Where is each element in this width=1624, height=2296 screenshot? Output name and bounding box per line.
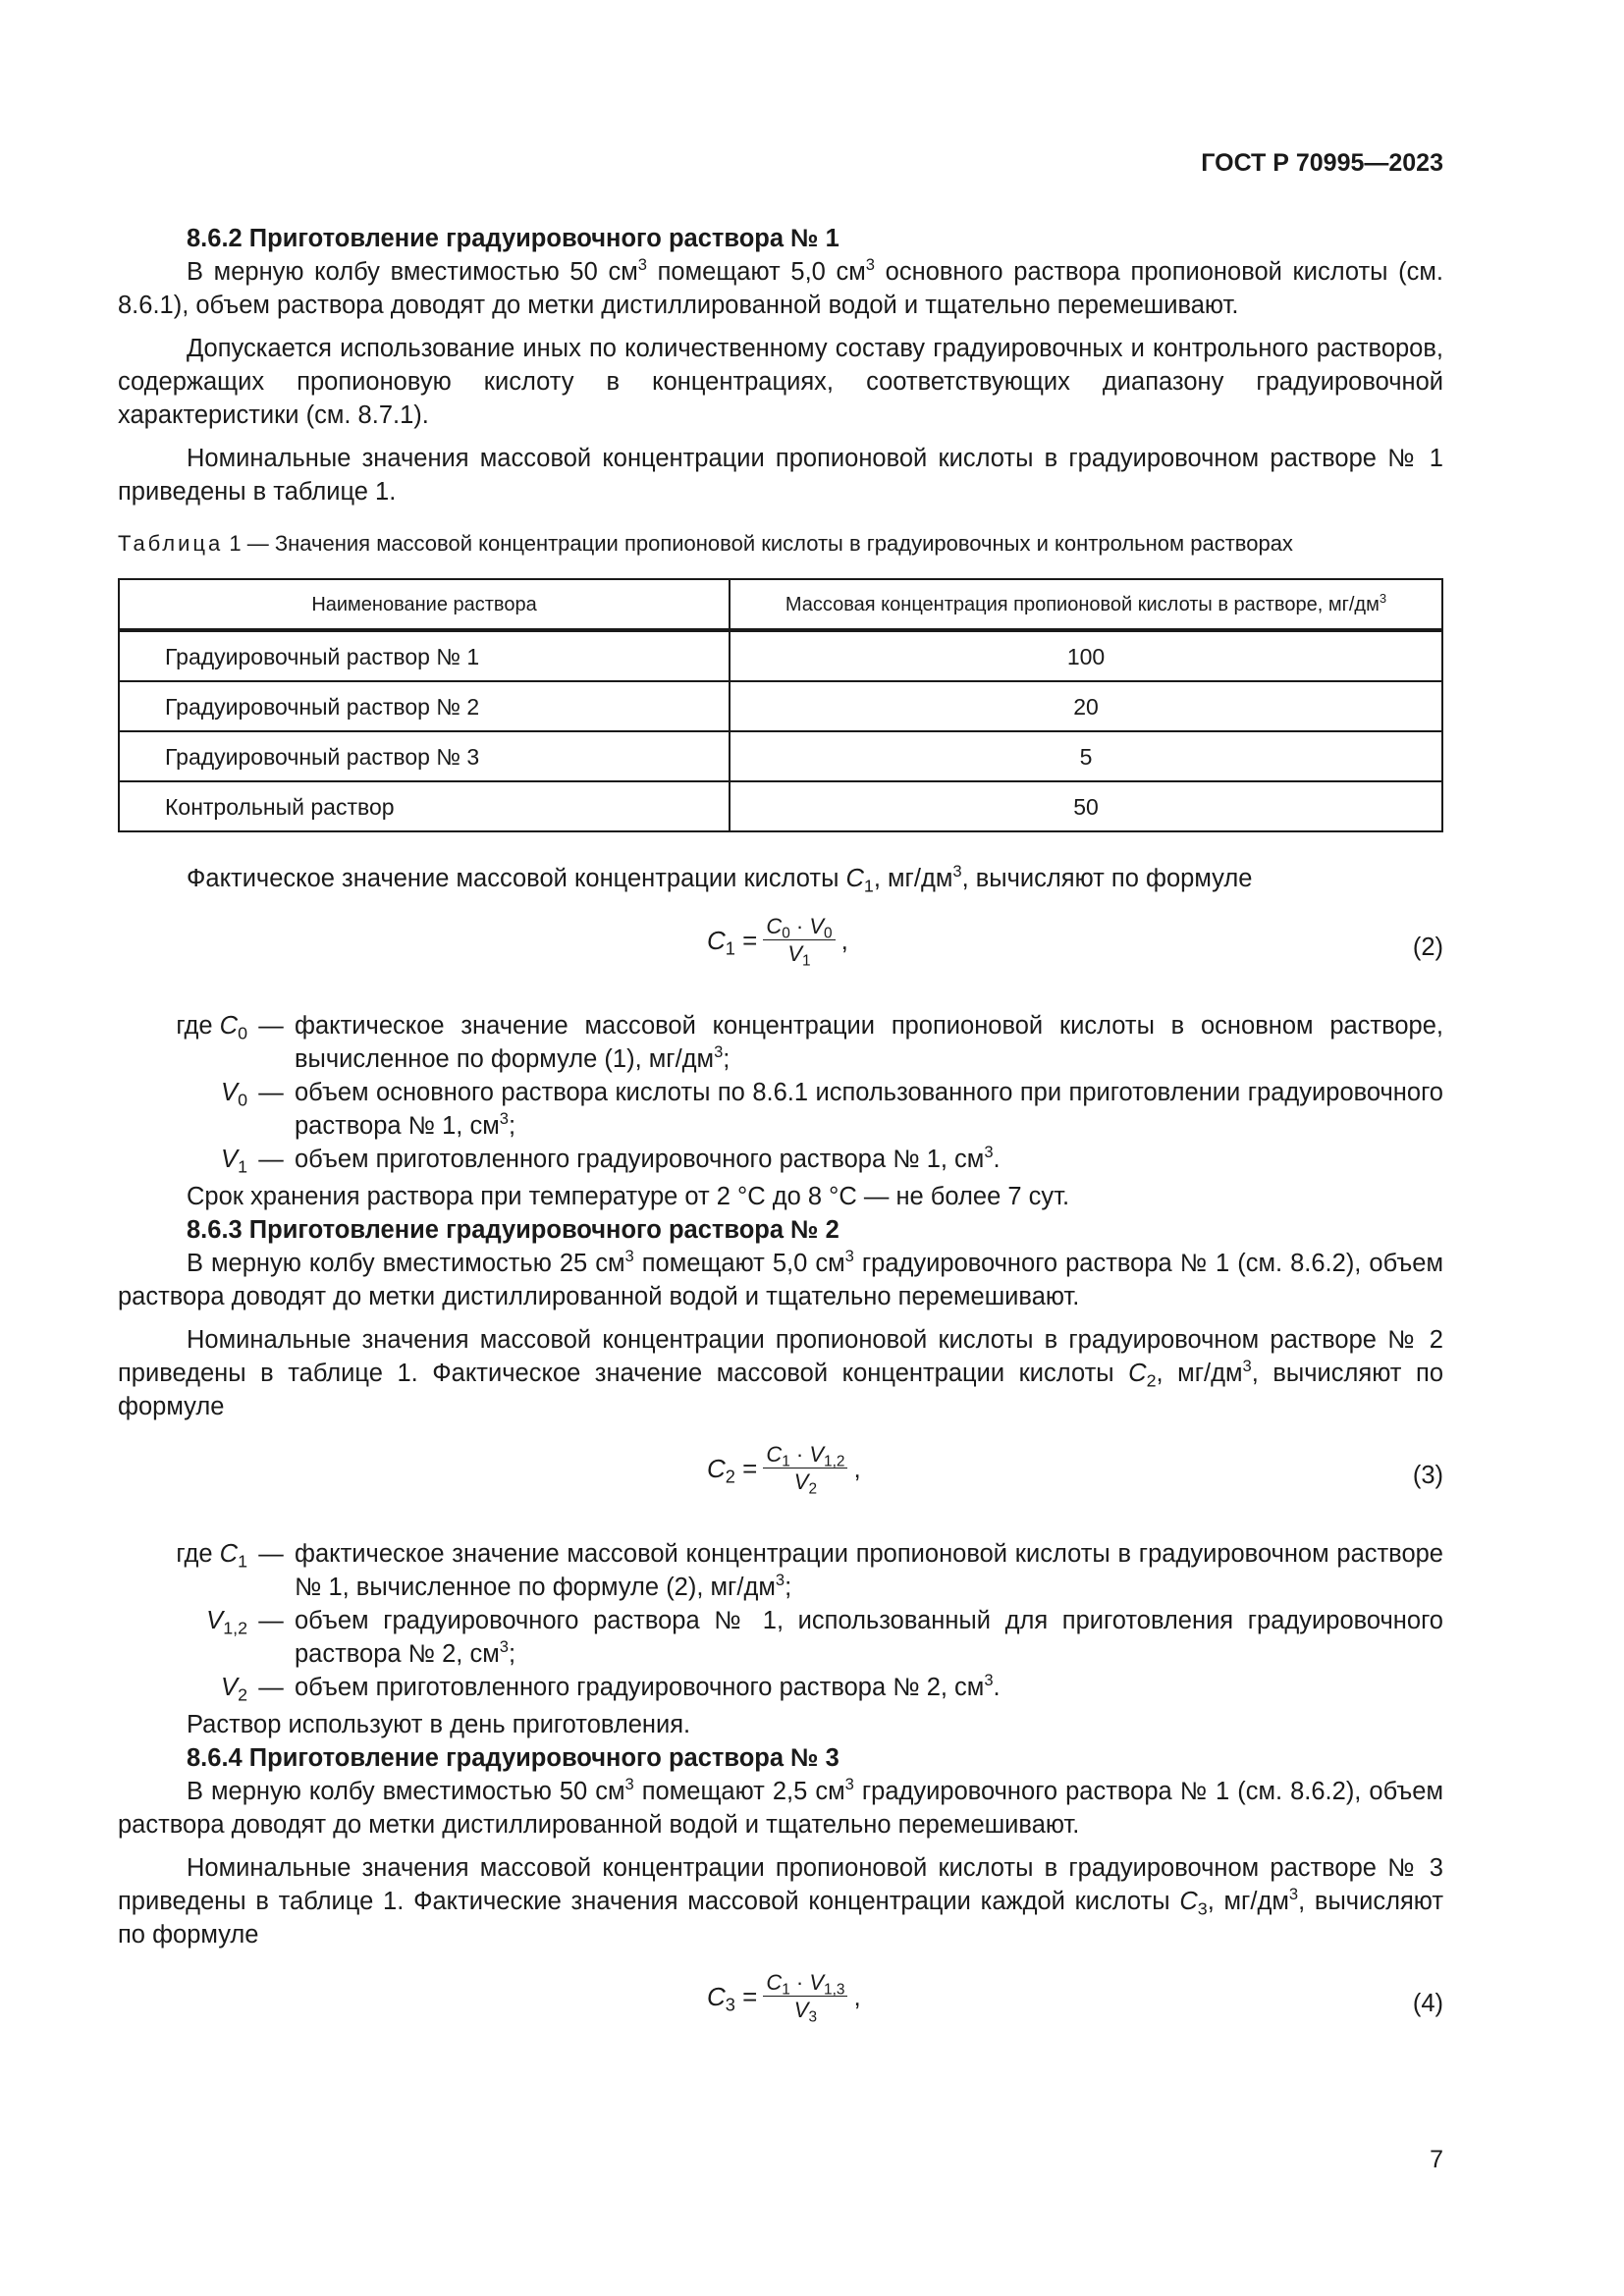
- paragraph: Допускается использование иных по количественному составу градуировочных и контрольного растворов, содержащих пропионовую кислоту в концентрациях, соответствующих диапазону градуировочной характеристики (см. 8.7.1).: [118, 335, 1443, 429]
- definition-item: где $C_1$ — фактическое значение массовой концентрации пропионовой кислоты в градуировочном растворе № 1, вычисленное по формуле (2), $мг/дм^3$;: [176, 1540, 1443, 1601]
- document-code: ГОСТ Р 70995—2023: [1201, 149, 1443, 177]
- table-cell: 5: [730, 731, 1442, 781]
- definition-item: $V_2$ — объем приготовленного градуировочного раствора № 2, $см^3$.: [221, 1671, 1001, 1705]
- table-caption: Таблица 1 — Значения массовой концентрации пропионовой кислоты в градуировочных и контрольном растворах: [118, 531, 1293, 556]
- table-row: [119, 681, 1442, 731]
- table-header-cell: Наименование раствора: [119, 579, 730, 630]
- definition-item: $V_{1,2}$ — объем градуировочного раствора № 1, использованный для приготовления градуировочного раствора № 2, $см^3$;: [206, 1607, 1443, 1668]
- paragraph: Номинальные значения массовой концентрации пропионовой кислоты в градуировочном растворе № 2 приведены в таблице 1. Фактическое значение массовой концентрации кислоты $C_2$, $мг/дм^3$, вычисляют по формуле: [118, 1326, 1443, 1420]
- page-number: 7: [1430, 2146, 1443, 2173]
- definitions-list: [118, 1537, 1443, 1704]
- table-row: [119, 630, 1442, 681]
- paragraph: В мерную колбу вместимостью 25 $см^3$ помещают 5,0 $см^3$ градуировочного раствора № 1 (см. 8.6.2), объем раствора доводят до метки дистиллированной водой и тщательно перемешивают.: [118, 1247, 1443, 1310]
- formula-3: $C_2$ = $\frac{C_1 \cdot V_{1,2}}{V_2}$ , (3): [707, 1442, 1443, 1498]
- table-cell: Контрольный раствор: [119, 781, 730, 831]
- section-heading-8-6-4: 8.6.4 Приготовление градуировочного раствора № 3: [187, 1744, 839, 1772]
- table-cell: 50: [730, 781, 1442, 831]
- concentration-table: [118, 578, 1443, 832]
- table-header-cell: Массовая концентрация пропионовой кислоты в растворе, $мг/дм^3$: [730, 579, 1442, 630]
- table-row: [119, 731, 1442, 781]
- formula-number: (2): [1412, 934, 1443, 961]
- table-cell: 100: [730, 630, 1442, 681]
- paragraph: В мерную колбу вместимостью 50 $см^3$ помещают 2,5 $см^3$ градуировочного раствора № 1 (см. 8.6.2), объем раствора доводят до метки дистиллированной водой и тщательно перемешивают.: [118, 1775, 1443, 1839]
- paragraph: Номинальные значения массовой концентрации пропионовой кислоты в градуировочном растворе № 3 приведены в таблице 1. Фактические значения массовой концентрации каждой кислоты $C_3$, $мг/дм^3$, вычисляют по формуле: [118, 1854, 1444, 1949]
- table-cell: Градуировочный раствор № 2: [119, 681, 730, 731]
- document-body: [118, 222, 1443, 2044]
- paragraph: Фактическое значение массовой концентрации кислоты $C_1$, $мг/дм^3$, вычисляют по формуле: [187, 862, 1253, 896]
- table-cell: 20: [730, 681, 1442, 731]
- definition-item: где $C_0$ — фактическое значение массовой концентрации пропионовой кислоты в основном растворе, вычисленное по формуле (1), $мг/дм^3$;: [176, 1012, 1443, 1073]
- paragraph: Раствор используют в день приготовления.: [187, 1711, 691, 1738]
- paragraph: В мерную колбу вместимостью 50 $см^3$ помещают 5,0 $см^3$ основного раствора пропионовой кислоты (см. 8.6.1), объем раствора доводят до метки дистиллированной водой и тщательно перемешивают.: [118, 255, 1444, 319]
- table-header-row: [119, 579, 1442, 630]
- table-row: [119, 781, 1442, 831]
- definitions-list: [118, 1009, 1443, 1176]
- formula-number: (3): [1412, 1462, 1443, 1489]
- section-heading-8-6-3: 8.6.3 Приготовление градуировочного раствора № 2: [187, 1216, 839, 1244]
- paragraph: Срок хранения раствора при температуре от 2 °С до 8 °С — не более 7 сут.: [187, 1183, 1070, 1210]
- definition-item: $V_1$ — объем приготовленного градуировочного раствора № 1, $см^3$.: [221, 1143, 1001, 1177]
- section-heading-8-6-2: 8.6.2 Приготовление градуировочного раствора № 1: [187, 225, 839, 252]
- formula-4: $C_3$ = $\frac{C_1 \cdot V_{1,3}}{V_3}$ , (4): [707, 1970, 1443, 2026]
- paragraph: Номинальные значения массовой концентрации пропионовой кислоты в градуировочном растворе № 1 приведены в таблице 1.: [118, 445, 1443, 506]
- table-cell: Градуировочный раствор № 1: [119, 630, 730, 681]
- table-cell: Градуировочный раствор № 3: [119, 731, 730, 781]
- definition-item: $V_0$ — объем основного раствора кислоты по 8.6.1 использованного при приготовлении градуировочного раствора № 1, $см^3$;: [221, 1079, 1443, 1140]
- formula-number: (4): [1412, 1990, 1443, 2017]
- formula-2: $C_1$ = $\frac{C_0 \cdot V_0}{V_1}$ , (2): [707, 914, 1443, 970]
